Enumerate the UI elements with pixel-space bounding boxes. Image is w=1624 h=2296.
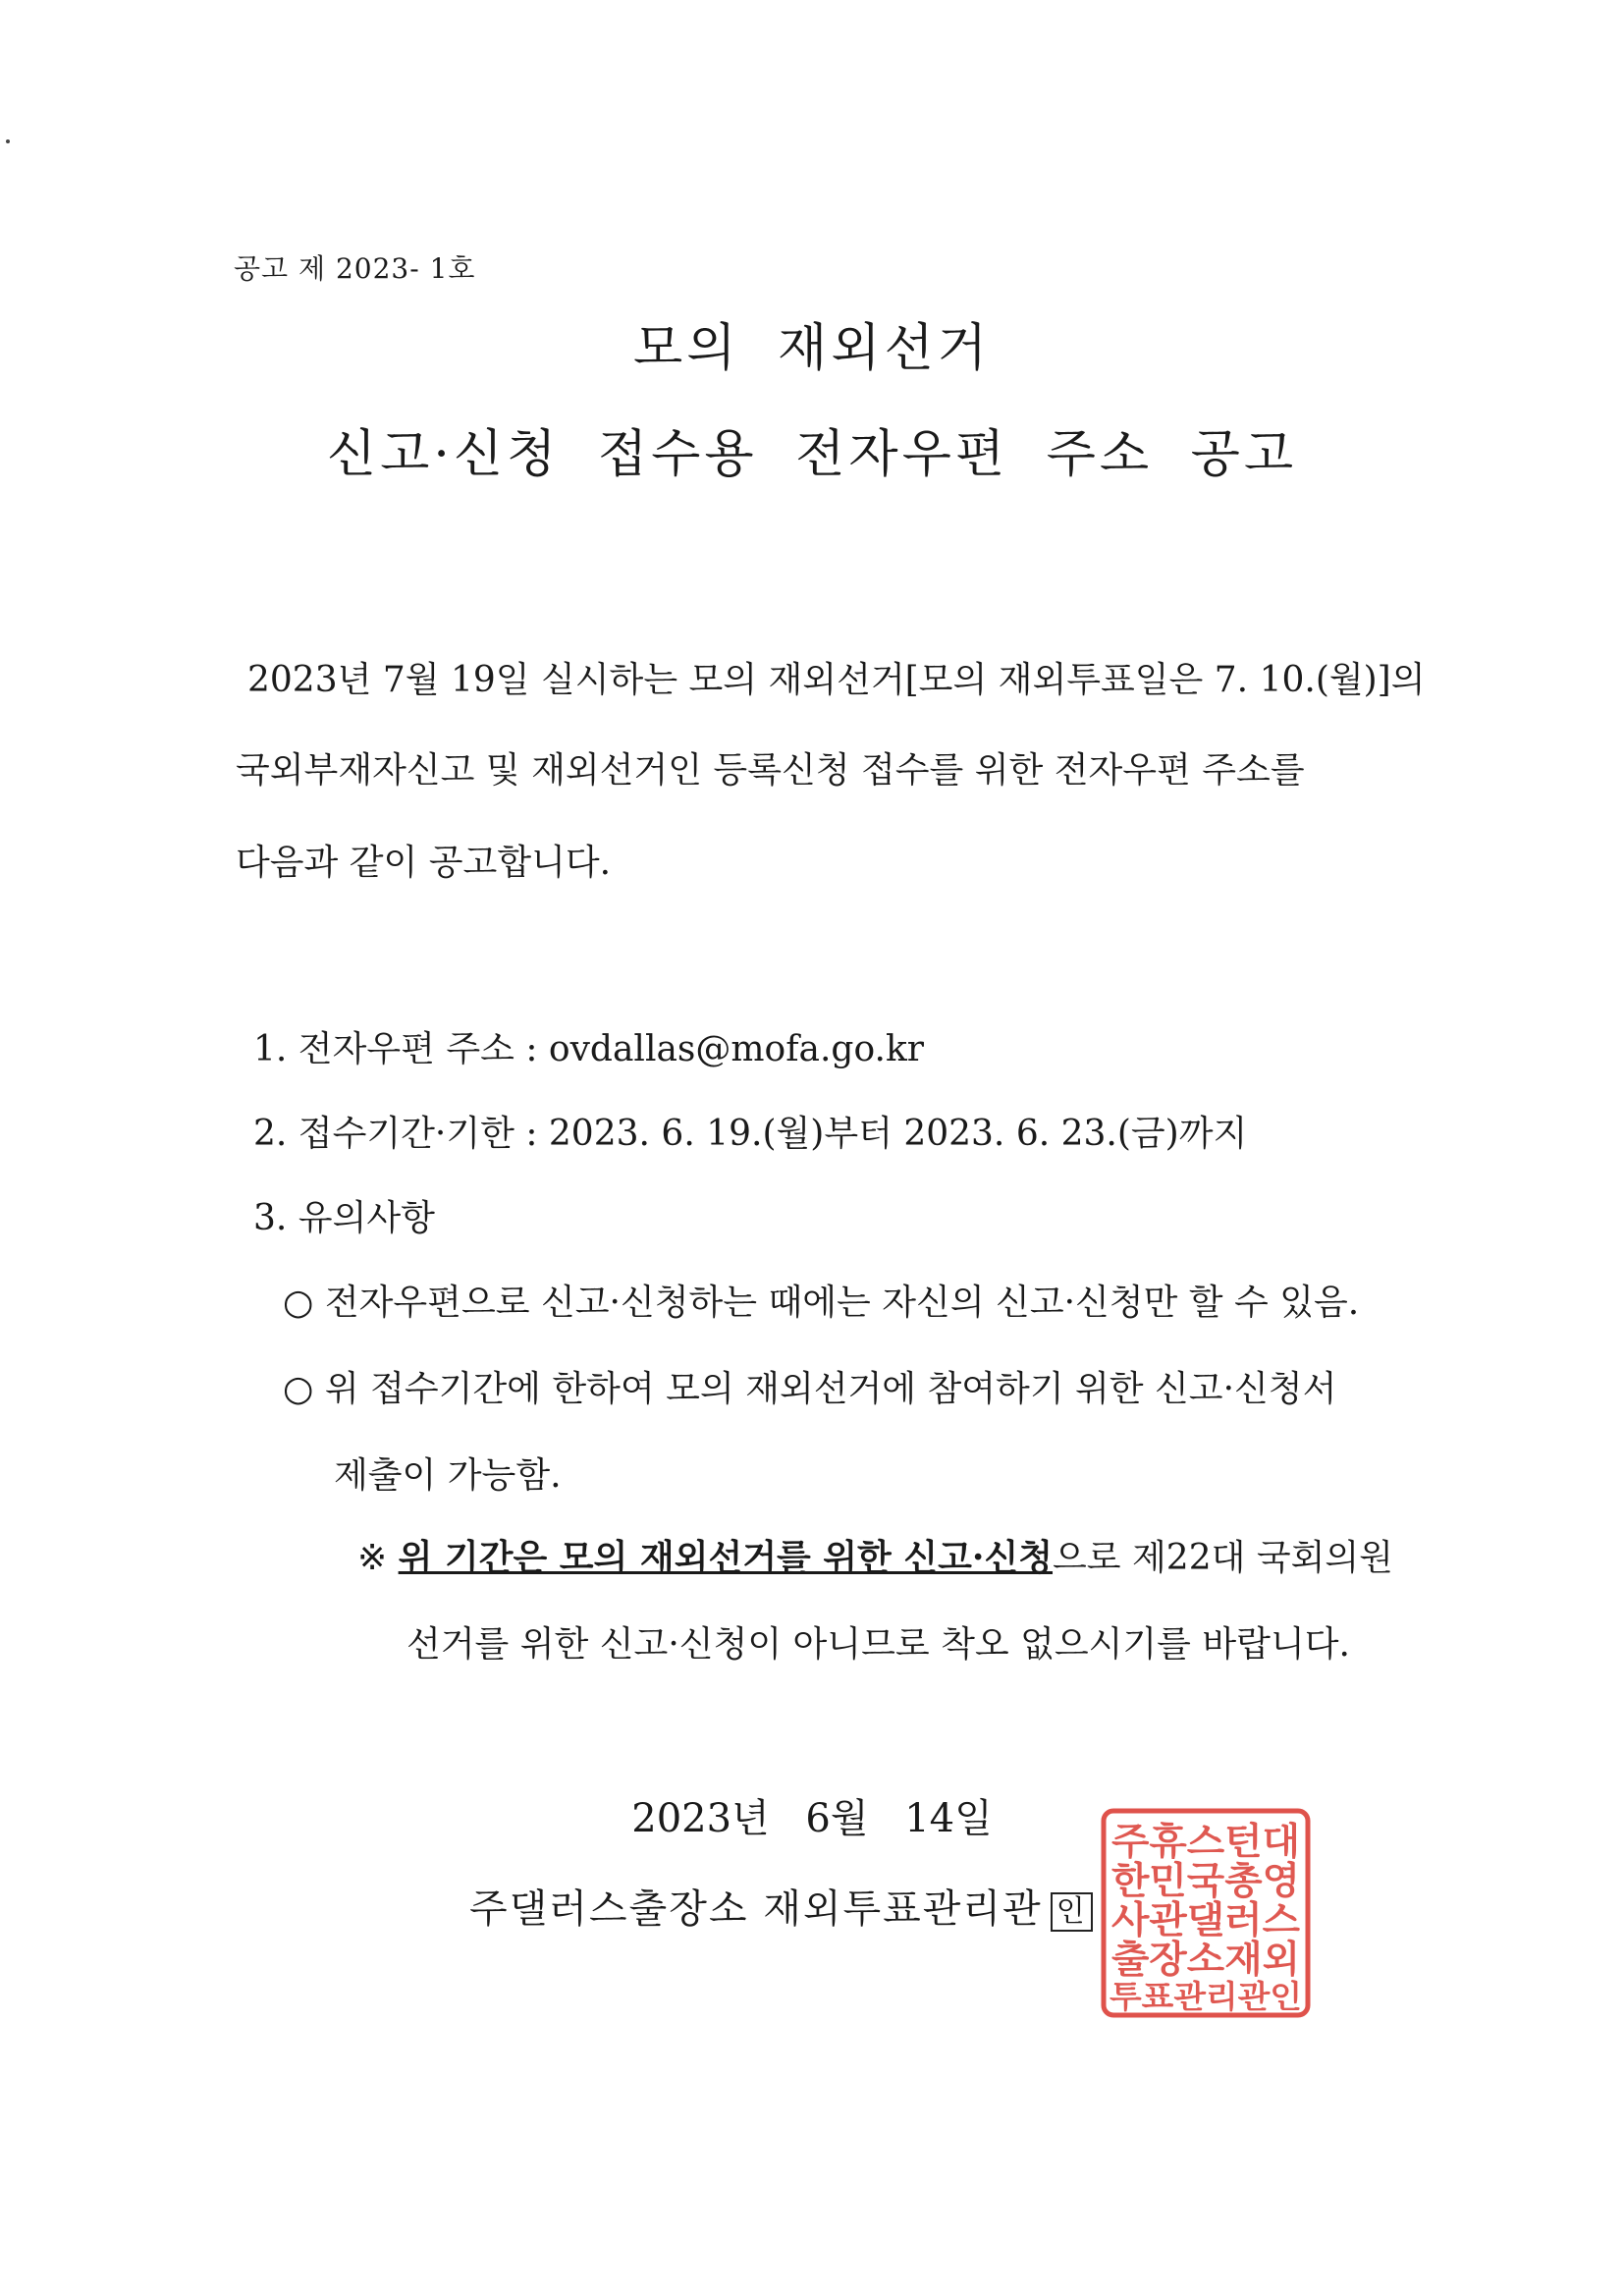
scan-speck: [6, 139, 10, 143]
item-precautions: 3. 유의사항: [253, 1198, 435, 1238]
precaution-bullet-1: ○ 전자우편으로 신고·신청하는 때에는 자신의 신고·신청만 할 수 있음.: [283, 1283, 1360, 1323]
seal-row-1: 주휴스턴대: [1111, 1820, 1300, 1863]
remark-underlined-text: 위 기간은 모의 재외선거를 위한 신고·신청: [398, 1537, 1054, 1578]
notice-date: 2023년 6월 14일: [631, 1796, 993, 1841]
seal-row-2: 한민국총영: [1111, 1859, 1300, 1902]
seal-row-4: 출장소재외: [1111, 1938, 1300, 1981]
title-line-2: 신고·신청 접수용 전자우편 주소 공고: [326, 425, 1298, 484]
item-email-address: 1. 전자우편 주소 : ovdallas@mofa.go.kr: [253, 1029, 924, 1069]
remark-line-1: [357, 1530, 1393, 1580]
body-line-1: 2023년 7월 19일 실시하는 모의 재외선거[모의 재외투표일은 7. 10.(월)]의: [247, 660, 1426, 700]
body-line-3: 다음과 같이 공고합니다.: [236, 843, 612, 883]
issuing-office: [469, 1878, 1093, 1934]
office-name: 주댈러스출장소 재외투표관리관: [469, 1886, 1043, 1932]
official-seal-stamp: [1100, 1807, 1312, 2019]
notice-number: 공고 제 2023- 1호: [234, 252, 476, 285]
precaution-bullet-2: ○ 위 접수기간에 한하여 모의 재외선거에 참여하기 위한 신고·신청서: [283, 1369, 1337, 1409]
body-line-2: 국외부재자신고 및 재외선거인 등록신청 접수를 위한 전자우편 주소를: [236, 750, 1305, 791]
seal-row-3: 사관댈러스: [1111, 1898, 1301, 1941]
remark-rest-text: 으로 제22대 국회의원: [1053, 1538, 1393, 1578]
title-line-1: 모의 재외선거: [633, 319, 991, 378]
seal-mark-box: 인: [1051, 1892, 1093, 1932]
remark-mark: ※: [357, 1538, 399, 1578]
remark-line-2: 선거를 위한 신고·신청이 아니므로 착오 없으시기를 바랍니다.: [406, 1624, 1350, 1665]
item-reception-period: 2. 접수기간·기한 : 2023. 6. 19.(월)부터 2023. 6. 23.(금)까지: [253, 1114, 1248, 1154]
precaution-bullet-2-continued: 제출이 가능함.: [334, 1455, 562, 1496]
seal-row-5: 투표관리관인: [1110, 1978, 1302, 2015]
